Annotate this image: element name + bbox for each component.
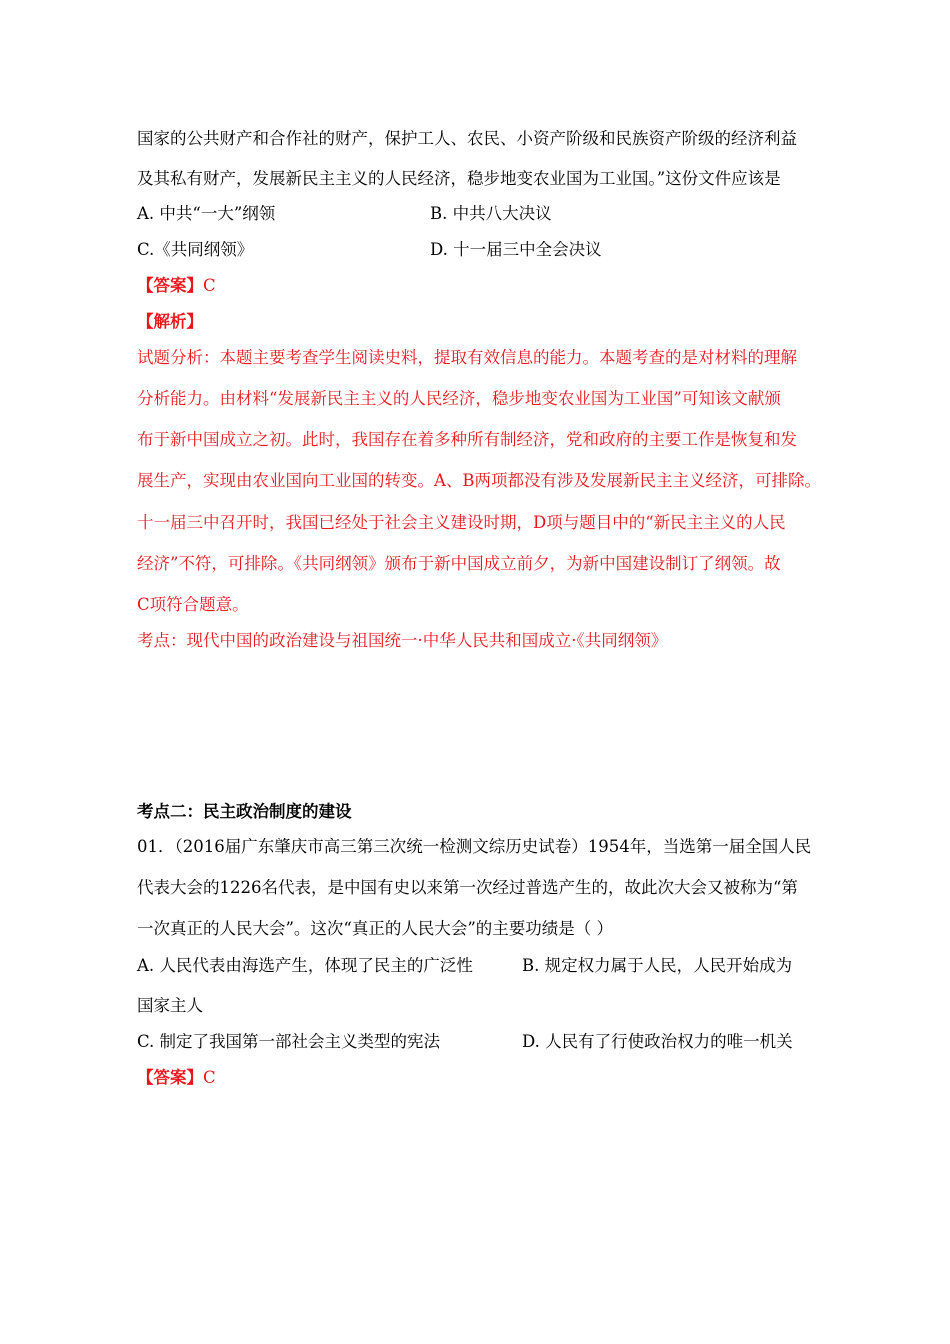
answer-value: C <box>203 1068 216 1087</box>
s2-option-b-cont: 国家主人 <box>137 996 203 1015</box>
s2-option-c: C. 制定了我国第一部社会主义类型的宪法 <box>137 1032 441 1051</box>
section2-heading: 考点二：民主政治制度的建设 <box>137 802 352 821</box>
s2-option-a: A. 人民代表由海选产生，体现了民主的广泛性 <box>137 956 473 975</box>
s2-stem-line-2: 代表大会的1226名代表，是中国有史以来第一次经过普选产生的，故此次大会又被称为“第 <box>137 878 798 897</box>
q1-analysis-line-2: 分析能力。由材料“发展新民主主义的人民经济，稳步地变农业国为工业国”可知该文献颁 <box>137 389 781 408</box>
answer-label: 【答案】 <box>137 1068 203 1087</box>
s2-option-d: D. 人民有了行使政治权力的唯一机关 <box>522 1032 793 1051</box>
q1-analysis-line-6: 经济”不符，可排除。《共同纲领》颁布于新中国成立前夕，为新中国建设制订了纲领。故 <box>137 554 781 573</box>
q1-analysis-line-5: 十一届三中召开时，我国已经处于社会主义建设时期，D项与题目中的“新民主主义的人民 <box>137 513 786 532</box>
q1-stem-line-1: 国家的公共财产和合作社的财产，保护工人、农民、小资产阶级和民族资产阶级的经济利益 <box>137 129 797 148</box>
q1-analysis-line-1: 试题分析：本题主要考查学生阅读史料，提取有效信息的能力。本题考查的是对材料的理解 <box>137 348 797 367</box>
q1-analysis-line-3: 布于新中国成立之初。此时，我国存在着多种所有制经济，党和政府的主要工作是恢复和发 <box>137 430 797 449</box>
q1-analysis-label: 【解析】 <box>137 312 203 331</box>
s2-stem-line-3: 一次真正的人民大会”。这次“真正的人民大会”的主要功绩是（ ） <box>137 919 614 938</box>
q1-option-a: A. 中共“一大”纲领 <box>137 204 276 223</box>
s2-answer <box>137 1067 216 1089</box>
q1-analysis-line-7: C项符合题意。 <box>137 595 249 614</box>
q1-option-d: D. 十一届三中全会决议 <box>430 240 602 259</box>
answer-value: C <box>203 276 216 295</box>
q1-kaodian: 考点：现代中国的政治建设与祖国统一·中华人民共和国成立·《共同纲领》 <box>137 631 668 650</box>
q1-stem-line-2: 及其私有财产，发展新民主主义的人民经济，稳步地变农业国为工业国。”这份文件应该是 <box>137 169 781 188</box>
s2-stem-line-1: 01．（2016届广东肇庆市高三第三次统一检测文综历史试卷）1954年，当选第一届全国人民 <box>137 837 812 856</box>
q1-analysis-line-4: 展生产，实现由农业国向工业国的转变。A、B两项都没有涉及发展新民主主义经济，可排除。 <box>137 471 822 490</box>
q1-option-b: B. 中共八大决议 <box>430 204 552 223</box>
answer-label: 【答案】 <box>137 276 203 295</box>
s2-option-b: B. 规定权力属于人民，人民开始成为 <box>522 956 793 975</box>
q1-option-c: C.《共同纲领》 <box>137 240 254 259</box>
q1-answer <box>137 275 216 297</box>
